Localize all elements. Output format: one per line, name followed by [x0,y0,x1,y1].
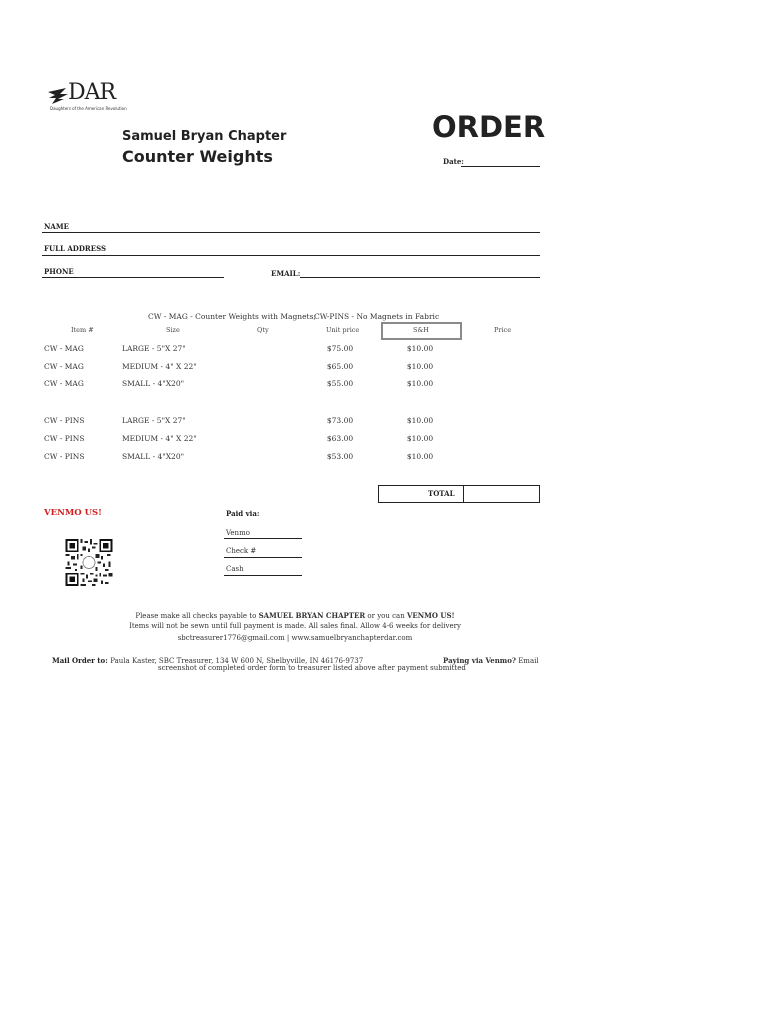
col-header-item: Item # [71,326,94,334]
pay-venmo-field[interactable] [224,538,302,539]
screenshot-note: screenshot of completed order form to treasurer listed above after payment submitted [158,664,466,672]
email-field[interactable] [300,277,540,278]
payee-name: SAMUEL BRYAN CHAPTER [258,611,366,620]
row-size: SMALL - 4"X20" [122,379,185,388]
email-label: EMAIL: [271,269,301,278]
pay-cash-field[interactable] [224,575,302,576]
date-field[interactable] [461,166,540,167]
venmo-note: VENMO US! [406,611,455,620]
logo-wordmark: DAR [68,80,116,105]
address-field[interactable] [42,255,540,256]
delivery-note: Items will not be sewn until full payment is made. All sales final. Allow 4-6 weeks for delivery [129,622,461,630]
row-item: CW - PINS [44,416,85,425]
row-unit-price: $73.00 [326,416,354,425]
row-unit-price: $63.00 [326,434,354,443]
col-header-unit-price: Unit price [326,326,360,334]
row-item: CW - MAG [44,344,84,353]
row-unit-price: $55.00 [326,379,354,388]
contact-links: sbctreasurer1776@gmail.com | www.samuelbryanchapterdar.com [177,634,413,642]
pay-option-cash: Cash [226,565,244,573]
mail-order-address: Paula Kaster, SBC Treasurer, 134 W 600 N, Shelbyville, IN 46176-9737 [110,657,364,665]
product-title: Counter Weights [122,147,273,166]
dar-eagle-icon [46,86,70,106]
col-header-size: Size [166,326,180,334]
row-item: CW - PINS [44,434,85,443]
checks-note-text-2: or you can [365,612,407,620]
checks-note [120,611,470,620]
col-header-sh: S&H [413,326,429,334]
mail-order-label: Mail Order to: [52,656,111,665]
row-size: MEDIUM - 4" X 22" [122,362,197,371]
dar-logo [46,80,136,112]
form-title: ORDER [432,110,546,144]
row-unit-price: $75.00 [326,344,354,353]
row-item: CW - MAG [44,362,84,371]
name-label: NAME [44,222,69,231]
venmo-pay-note [443,656,539,665]
venmo-pay-text: Email [515,657,539,665]
total-label: TOTAL [428,489,455,498]
row-sh: $10.00 [406,344,434,353]
legend-pins: CW-PINS - No Magnets in Fabric [314,312,440,321]
pay-option-check: Check # [226,547,257,555]
row-sh: $10.00 [406,416,434,425]
paid-via-label: Paid via: [226,509,260,518]
row-item: CW - PINS [44,452,85,461]
total-field[interactable] [464,486,539,502]
row-sh: $10.00 [406,379,434,388]
legend-mag: CW - MAG - Counter Weights with Magnets; [148,312,316,321]
row-size: MEDIUM - 4" X 22" [122,434,197,443]
row-size: SMALL - 4"X20" [122,452,185,461]
row-size: LARGE - 5"X 27" [122,416,186,425]
chapter-name: Samuel Bryan Chapter [122,129,287,144]
pay-option-venmo: Venmo [226,529,250,537]
phone-field[interactable] [42,277,224,278]
address-label: FULL ADDRESS [44,244,107,253]
venmo-callout: VENMO US! [44,508,102,518]
checks-note-text: Please make all checks payable to [135,612,259,620]
name-field[interactable] [42,232,540,233]
row-unit-price: $53.00 [326,452,354,461]
date-label: Date: [443,157,464,166]
col-header-price: Price [494,326,512,334]
row-sh: $10.00 [406,362,434,371]
pay-check-field[interactable] [224,557,302,558]
row-item: CW - MAG [44,379,84,388]
phone-label: PHONE [44,267,74,276]
row-unit-price: $65.00 [326,362,354,371]
venmo-pay-label: Paying via Venmo? [443,656,516,665]
logo-tagline: Daughters of the American Revolution [50,106,127,111]
col-header-qty: Qty [257,326,269,334]
qr-code-icon [64,539,114,586]
row-sh: $10.00 [406,434,434,443]
row-size: LARGE - 5"X 27" [122,344,186,353]
row-sh: $10.00 [406,452,434,461]
